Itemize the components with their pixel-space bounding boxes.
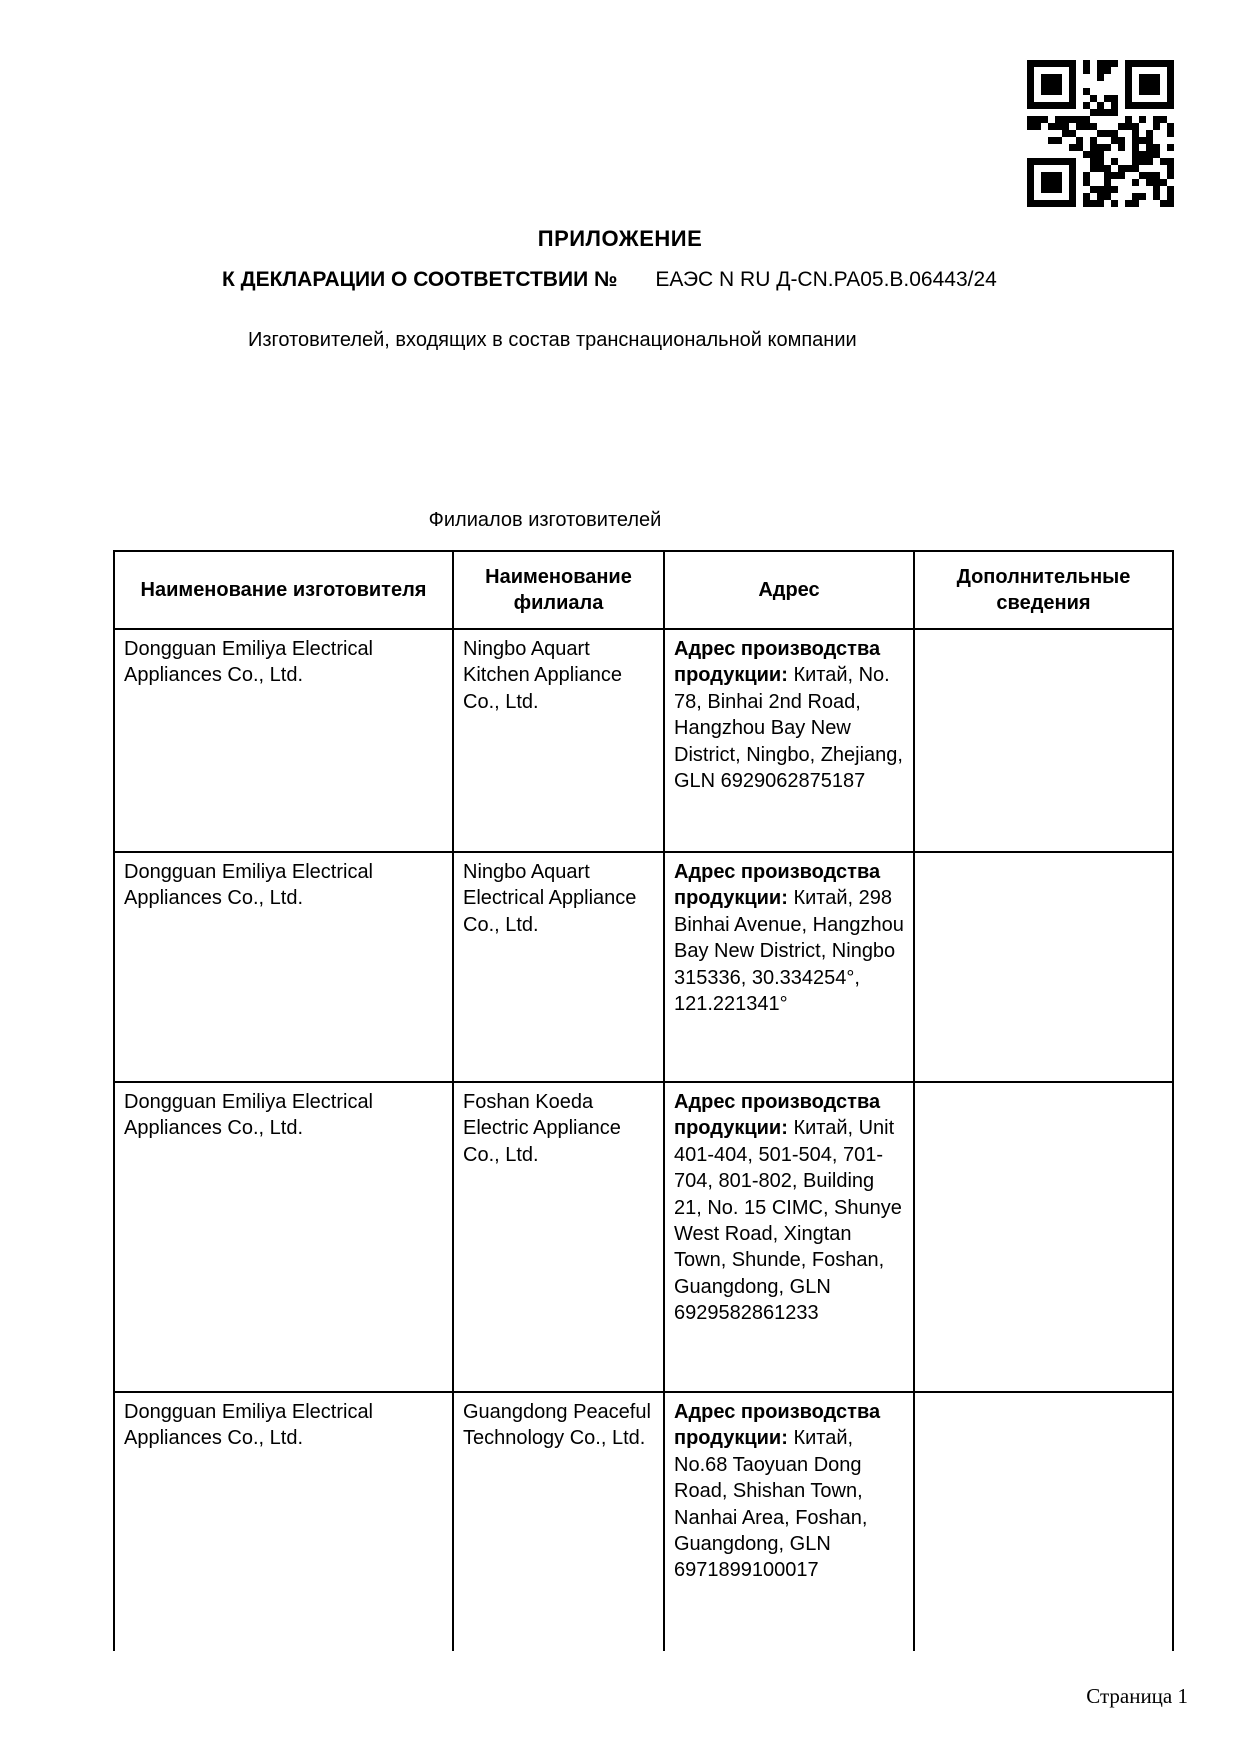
header-branch: Наименование филиала [453,551,664,629]
branch-cell: Foshan Koeda Electric Appliance Co., Ltd. [453,1082,664,1392]
table-row [114,852,1173,1082]
declaration-label: К ДЕКЛАРАЦИИ О СООТВЕТСТВИИ № [222,268,618,291]
address-label: Адрес производства продукции: [674,861,881,910]
branch-cell: Ningbo Aquart Kitchen Appliance Co., Ltd. [453,629,664,852]
table-row [114,1392,1173,1651]
manufacturer-cell: Dongguan Emiliya Electrical Appliances Co., Ltd. [114,852,453,1082]
table-row [114,1082,1173,1392]
qr-code-icon [1027,60,1174,207]
branch-cell: Guangdong Peaceful Technology Co., Ltd. [453,1392,664,1651]
manufacturer-cell: Dongguan Emiliya Electrical Appliances Co., Ltd. [114,629,453,852]
address-value: Китай, Unit 401-404, 501-504, 701-704, 801-802, Building 21, No. 15 CIMC, Shunye West Road, Xingtan Town, Shunde, Foshan, Guangdong, GLN 6929582861233 [674,1117,902,1325]
additional-cell [914,1392,1173,1651]
table-row [114,629,1173,852]
address-label: Адрес производства продукции: [674,638,881,687]
document-title: ПРИЛОЖЕНИЕ [537,226,703,251]
address-cell [664,1392,914,1651]
header-address: Адрес [664,551,914,629]
manufacturer-cell: Dongguan Emiliya Electrical Appliances Co., Ltd. [114,1082,453,1392]
address-cell [664,1082,914,1392]
header-manufacturer: Наименование изготовителя [114,551,453,629]
address-cell [664,629,914,852]
additional-cell [914,852,1173,1082]
manufacturer-cell: Dongguan Emiliya Electrical Appliances Co., Ltd. [114,1392,453,1651]
table-header-row [114,551,1173,629]
branch-cell: Ningbo Aquart Electrical Appliance Co., Ltd. [453,852,664,1082]
address-value: Китай, No.68 Taoyuan Dong Road, Shishan Town, Nanhai Area, Foshan, Guangdong, GLN 6971899100017 [674,1427,868,1582]
page-number: Страница 1 [1086,1684,1188,1708]
address-label: Адрес производства продукции: [674,1091,881,1140]
additional-cell [914,629,1173,852]
header-additional: Дополнительные сведения [914,551,1173,629]
declaration-number: ЕАЭС N RU Д-CN.РА05.В.06443/24 [655,268,997,291]
address-value: Китай, No. 78, Binhai 2nd Road, Hangzhou Bay New District, Ningbo, Zhejiang, GLN 6929062875187 [674,664,903,792]
address-label: Адрес производства продукции: [674,1401,881,1450]
branches-table [113,550,1174,1651]
address-value: Китай, 298 Binhai Avenue, Hangzhou Bay New District, Ningbo 315336, 30.334254°, 121.221341° [674,887,904,1015]
document-subtitle: Изготовителей, входящих в состав транснациональной компании [248,329,857,351]
table-caption: Филиалов изготовителей [428,509,662,531]
declaration-line [222,268,1182,292]
additional-cell [914,1082,1173,1392]
address-cell [664,852,914,1082]
